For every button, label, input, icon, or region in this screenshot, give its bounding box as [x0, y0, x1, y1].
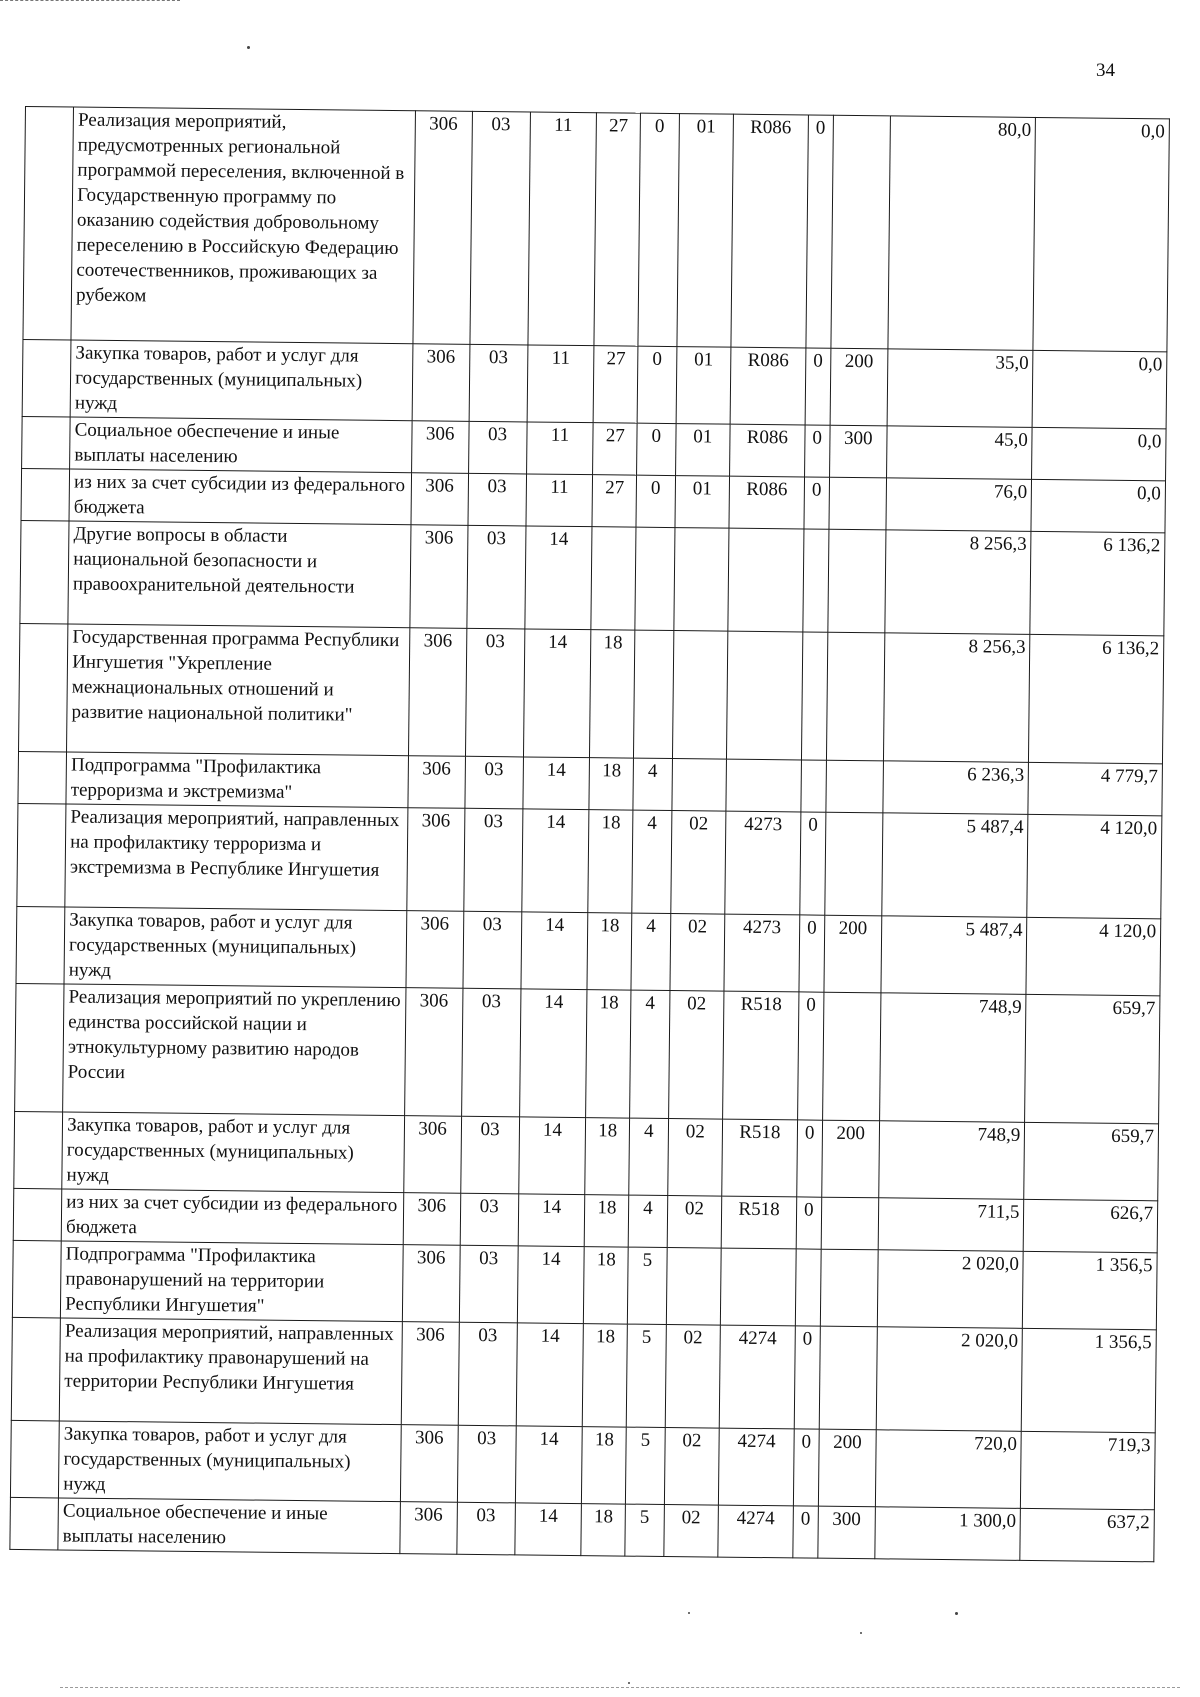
sub-direction-code-cell: 0 — [794, 1326, 820, 1429]
expense-type-code-cell — [822, 992, 880, 1121]
scan-speck — [688, 1612, 690, 1614]
amount-planned-cell: 8 256,3 — [883, 633, 1030, 763]
subsection-code-cell: 14 — [523, 757, 590, 810]
amount-executed-cell: 637,2 — [1020, 1508, 1154, 1561]
activity-code-cell: 02 — [664, 1427, 720, 1505]
subsection-code-cell: 14 — [518, 1117, 586, 1195]
subsection-code-cell: 14 — [517, 1246, 585, 1324]
section-code-cell: 03 — [457, 1425, 516, 1503]
amount-executed-cell: 6 136,2 — [1030, 531, 1165, 635]
table-row — [17, 803, 1162, 918]
expense-type-code-cell — [828, 529, 886, 633]
admin-code-cell: 306 — [410, 525, 468, 629]
amount-planned-cell: 6 236,3 — [883, 761, 1029, 815]
admin-code-cell: 306 — [412, 344, 470, 422]
sub-direction-code-cell — [795, 1249, 821, 1326]
sub-direction-code-cell: 0 — [793, 1429, 819, 1506]
row-number-cell — [10, 1420, 59, 1498]
activity-code-cell — [673, 528, 729, 632]
amount-planned-cell: 5 487,4 — [881, 916, 1027, 995]
subsection-code-cell: 11 — [526, 422, 593, 475]
expense-type-code-cell — [829, 477, 886, 530]
direction-code-cell — [726, 759, 801, 812]
direction-code-cell: R086 — [730, 424, 805, 477]
admin-code-cell: 306 — [411, 421, 468, 474]
program-code-cell: 18 — [585, 1118, 630, 1195]
table-row — [12, 1240, 1157, 1329]
admin-code-cell: 306 — [403, 1193, 460, 1246]
amount-executed-cell: 1 356,5 — [1023, 1251, 1157, 1329]
row-number-cell — [20, 520, 69, 624]
admin-code-cell: 306 — [406, 911, 464, 989]
program-code-cell: 18 — [590, 630, 635, 758]
row-number-cell — [14, 1111, 63, 1189]
sub-direction-code-cell: 0 — [796, 1197, 822, 1249]
sub-direction-code-cell — [801, 632, 828, 760]
amount-planned-cell: 711,5 — [878, 1198, 1024, 1252]
table-row — [10, 1497, 1154, 1561]
scan-edge-mark-bottom — [60, 1687, 1180, 1688]
program-code-cell: 18 — [582, 1427, 627, 1504]
subprogram-code-cell: 4 — [629, 1118, 668, 1195]
table-row — [19, 623, 1164, 763]
scan-speck — [247, 46, 250, 49]
row-number-cell — [22, 339, 71, 417]
subprogram-code-cell: 4 — [628, 1195, 667, 1247]
program-code-cell: 18 — [587, 913, 632, 990]
item-name-cell: Государственная программа Республики Ингушетия "Укрепление межнациональных отношений и развитие национальной политики" — [67, 624, 410, 756]
subsection-code-cell: 14 — [515, 1426, 583, 1504]
table-row — [15, 983, 1160, 1123]
amount-executed-cell: 1 356,5 — [1022, 1328, 1157, 1432]
section-code-cell: 03 — [463, 808, 522, 912]
program-code-cell: 18 — [586, 990, 631, 1118]
direction-code-cell: 4273 — [725, 811, 801, 915]
row-number-cell — [11, 1317, 60, 1421]
direction-code-cell: 4274 — [719, 1325, 795, 1429]
table-row — [14, 1111, 1159, 1200]
row-number-cell — [22, 416, 71, 469]
section-code-cell: 03 — [469, 344, 528, 422]
subprogram-code-cell: 4 — [633, 758, 672, 810]
subprogram-code-cell: 0 — [637, 346, 676, 423]
admin-code-cell: 306 — [408, 628, 466, 757]
direction-code-cell — [721, 1248, 796, 1326]
activity-code-cell: 02 — [669, 914, 725, 992]
activity-code-cell — [671, 759, 726, 812]
subprogram-code-cell: 5 — [626, 1427, 665, 1504]
amount-executed-cell: 6 136,2 — [1029, 634, 1164, 763]
subsection-code-cell: 14 — [521, 809, 589, 913]
item-name-cell: Закупка товаров, работ и услуг для государственных (муниципальных) нужд — [64, 907, 406, 988]
subprogram-code-cell: 0 — [637, 423, 676, 475]
item-name-cell: Подпрограмма "Профилактика терроризма и экстремизма" — [66, 752, 408, 808]
budget-table — [9, 106, 1170, 1562]
admin-code-cell: 306 — [401, 1322, 459, 1426]
direction-code-cell: R086 — [730, 347, 805, 425]
amount-executed-cell: 719,3 — [1021, 1431, 1155, 1509]
amount-planned-cell: 748,9 — [879, 1121, 1025, 1200]
program-code-cell — [591, 527, 636, 630]
table-row — [20, 520, 1165, 635]
item-name-cell: Подпрограмма "Профилактика правонарушений на территории Республики Ингушетия" — [61, 1241, 403, 1322]
amount-executed-cell: 0,0 — [1032, 427, 1166, 480]
sub-direction-code-cell: 0 — [793, 1506, 819, 1558]
expense-type-code-cell: 200 — [830, 348, 888, 426]
amount-executed-cell: 659,7 — [1024, 1122, 1158, 1200]
sub-direction-code-cell: 0 — [805, 348, 831, 425]
item-name-cell: Реализация мероприятий по укреплению единства российской нации и этнокультурному развитию народов России — [63, 984, 406, 1116]
subsection-code-cell: 11 — [527, 345, 595, 423]
direction-code-cell — [728, 528, 804, 632]
program-code-cell: 18 — [581, 1504, 625, 1556]
amount-planned-cell: 8 256,3 — [885, 530, 1032, 635]
row-number-cell — [10, 1497, 59, 1550]
item-name-cell: Другие вопросы в области национальной безопасности и правоохранительной деятельности — [68, 521, 411, 628]
row-number-cell — [19, 623, 69, 752]
amount-executed-cell: 4 779,7 — [1028, 762, 1162, 815]
activity-code-cell: 02 — [667, 1196, 722, 1249]
program-code-cell: 18 — [585, 1195, 629, 1247]
program-code-cell: 27 — [593, 423, 637, 475]
table-row — [22, 339, 1167, 428]
program-code-cell: 27 — [594, 113, 640, 346]
activity-code-cell: 01 — [676, 347, 732, 425]
amount-executed-cell: 0,0 — [1032, 350, 1166, 428]
row-number-cell — [16, 906, 65, 984]
item-name-cell: Реализация мероприятий, направленных на профилактику правонарушений на территории Республики Ингушетия — [59, 1318, 402, 1425]
item-name-cell: Реализация мероприятий, предусмотренных региональной программой переселения, включенной в Государственную программу по оказанию содействия добровольному переселению в Российскую Федерацию соотечественников, проживающих за рубежом — [71, 107, 415, 344]
row-number-cell — [17, 803, 66, 907]
amount-planned-cell: 76,0 — [886, 478, 1032, 532]
row-number-cell — [18, 751, 67, 804]
row-number-cell — [15, 983, 65, 1112]
sub-direction-code-cell: 0 — [799, 915, 825, 992]
table-row — [11, 1317, 1156, 1432]
row-number-cell — [23, 107, 74, 341]
row-number-cell — [13, 1188, 62, 1241]
section-code-cell: 03 — [459, 1245, 518, 1323]
admin-code-cell: 306 — [413, 111, 472, 345]
amount-executed-cell: 0,0 — [1031, 479, 1165, 532]
scan-speck — [860, 1632, 862, 1634]
page-number: 34 — [1096, 60, 1115, 81]
admin-code-cell: 306 — [408, 756, 465, 809]
table-body — [10, 107, 1170, 1562]
direction-code-cell: R086 — [731, 114, 808, 348]
expense-type-code-cell — [819, 1326, 877, 1430]
subsection-code-cell: 14 — [514, 1503, 581, 1556]
subprogram-code-cell: 0 — [638, 113, 679, 346]
expense-type-code-cell: 200 — [822, 1120, 880, 1198]
section-code-cell: 03 — [465, 628, 524, 757]
amount-executed-cell: 659,7 — [1025, 994, 1160, 1123]
expense-type-code-cell — [826, 760, 883, 813]
activity-code-cell: 01 — [675, 424, 730, 477]
program-code-cell: 18 — [588, 810, 633, 913]
amount-planned-cell: 748,9 — [879, 993, 1026, 1123]
section-code-cell: 03 — [468, 421, 527, 474]
sub-direction-code-cell: 0 — [796, 1120, 822, 1197]
sub-direction-code-cell — [801, 760, 827, 812]
subprogram-code-cell: 4 — [632, 810, 671, 913]
section-code-cell: 03 — [470, 111, 531, 345]
activity-code-cell: 02 — [663, 1504, 718, 1557]
subsection-code-cell: 11 — [526, 474, 593, 527]
sub-direction-code-cell: 0 — [799, 812, 825, 915]
direction-code-cell: 4274 — [718, 1505, 793, 1558]
activity-code-cell: 02 — [668, 991, 724, 1120]
program-code-cell: 18 — [583, 1324, 628, 1427]
direction-code-cell: R086 — [729, 476, 804, 529]
subprogram-code-cell: 4 — [630, 990, 670, 1118]
subsection-code-cell: 14 — [518, 1194, 585, 1247]
sub-direction-code-cell: 0 — [806, 115, 834, 348]
program-code-cell: 18 — [589, 758, 633, 810]
item-name-cell: Социальное обеспечение и иные выплаты населению — [58, 1498, 400, 1554]
direction-code-cell: R518 — [721, 1196, 796, 1249]
section-code-cell: 03 — [456, 1502, 515, 1555]
program-code-cell: 27 — [592, 475, 636, 527]
section-code-cell: 03 — [460, 1116, 519, 1194]
activity-code-cell: 02 — [670, 811, 726, 915]
subprogram-code-cell: 4 — [631, 913, 670, 990]
amount-executed-cell: 626,7 — [1024, 1199, 1158, 1252]
amount-planned-cell: 45,0 — [886, 426, 1032, 480]
direction-code-cell: 4274 — [719, 1428, 794, 1506]
table-row — [10, 1420, 1155, 1509]
sub-direction-code-cell: 0 — [804, 425, 830, 477]
table-row — [23, 107, 1169, 352]
amount-planned-cell: 2 020,0 — [876, 1327, 1023, 1432]
activity-code-cell: 02 — [667, 1119, 723, 1197]
activity-code-cell: 01 — [674, 476, 729, 529]
subprogram-code-cell — [635, 527, 674, 630]
admin-code-cell: 306 — [402, 1245, 460, 1323]
table-row — [16, 906, 1161, 995]
subprogram-code-cell: 5 — [626, 1324, 665, 1427]
admin-code-cell: 306 — [407, 808, 465, 912]
expense-type-code-cell — [825, 812, 883, 916]
amount-planned-cell: 720,0 — [875, 1430, 1021, 1509]
item-name-cell: Реализация мероприятий, направленных на профилактику терроризма и экстремизма в Республике Ингушетия — [65, 804, 408, 911]
direction-code-cell: R518 — [723, 991, 799, 1120]
direction-code-cell — [727, 631, 803, 760]
item-name-cell: Закупка товаров, работ и услуг для государственных (муниципальных) нужд — [62, 1112, 404, 1193]
sub-direction-code-cell: 0 — [804, 477, 830, 529]
activity-code-cell — [672, 631, 728, 760]
item-name-cell: из них за счет субсидии из федерального бюджета — [61, 1189, 403, 1245]
subsection-code-cell: 14 — [519, 989, 587, 1118]
admin-code-cell: 306 — [400, 1425, 458, 1503]
section-code-cell: 03 — [465, 756, 524, 809]
budget-table-wrapper — [9, 106, 1170, 1562]
amount-executed-cell: 4 120,0 — [1027, 814, 1162, 918]
expense-type-code-cell — [820, 1249, 878, 1327]
expense-type-code-cell — [826, 632, 884, 761]
amount-planned-cell: 2 020,0 — [877, 1250, 1023, 1329]
section-code-cell: 03 — [461, 988, 520, 1117]
section-code-cell: 03 — [468, 473, 527, 526]
subsection-code-cell: 14 — [516, 1323, 584, 1427]
activity-code-cell: 01 — [676, 114, 733, 348]
subprogram-code-cell — [634, 630, 674, 758]
expense-type-code-cell: 200 — [818, 1429, 876, 1507]
direction-code-cell: 4273 — [724, 914, 799, 992]
subprogram-code-cell: 5 — [625, 1504, 664, 1556]
amount-planned-cell: 1 300,0 — [875, 1507, 1021, 1561]
admin-code-cell: 306 — [411, 473, 468, 526]
section-code-cell: 03 — [463, 911, 522, 989]
sub-direction-code-cell — [803, 529, 829, 632]
amount-executed-cell: 4 120,0 — [1026, 917, 1160, 995]
item-name-cell: Социальное обеспечение и иные выплаты населению — [70, 417, 412, 473]
expense-type-code-cell: 300 — [829, 425, 886, 478]
expense-type-code-cell — [821, 1197, 878, 1250]
expense-type-code-cell: 200 — [824, 915, 882, 993]
program-code-cell: 18 — [584, 1247, 629, 1324]
section-code-cell: 03 — [466, 525, 525, 629]
section-code-cell: 03 — [460, 1193, 519, 1246]
amount-planned-cell: 5 487,4 — [882, 813, 1029, 918]
admin-code-cell: 306 — [400, 1502, 457, 1555]
subsection-code-cell: 11 — [528, 112, 597, 346]
subsection-code-cell: 14 — [525, 526, 593, 630]
amount-planned-cell: 80,0 — [888, 116, 1036, 351]
section-code-cell: 03 — [458, 1322, 517, 1426]
scan-speck — [628, 1682, 630, 1684]
subsection-code-cell: 14 — [521, 912, 589, 990]
scan-speck — [955, 1612, 958, 1615]
direction-code-cell: R518 — [722, 1119, 797, 1197]
amount-executed-cell: 0,0 — [1033, 117, 1169, 351]
subprogram-code-cell: 0 — [636, 475, 675, 527]
item-name-cell: из них за счет субсидии из федерального бюджета — [69, 469, 411, 525]
expense-type-code-cell: 300 — [818, 1506, 875, 1559]
admin-code-cell: 306 — [404, 988, 462, 1117]
sub-direction-code-cell: 0 — [797, 992, 824, 1120]
amount-planned-cell: 35,0 — [887, 349, 1033, 428]
item-name-cell: Закупка товаров, работ и услуг для государственных (муниципальных) нужд — [59, 1421, 401, 1502]
admin-code-cell: 306 — [403, 1116, 461, 1194]
scan-edge-mark — [0, 0, 180, 1]
activity-code-cell: 02 — [665, 1325, 721, 1429]
row-number-cell — [21, 468, 70, 521]
subsection-code-cell: 14 — [523, 629, 591, 758]
row-number-cell — [12, 1240, 61, 1318]
expense-type-code-cell — [831, 115, 890, 349]
activity-code-cell — [666, 1248, 722, 1326]
program-code-cell: 27 — [594, 346, 639, 423]
subprogram-code-cell: 5 — [628, 1247, 667, 1324]
item-name-cell: Закупка товаров, работ и услуг для государственных (муниципальных) нужд — [70, 340, 412, 421]
